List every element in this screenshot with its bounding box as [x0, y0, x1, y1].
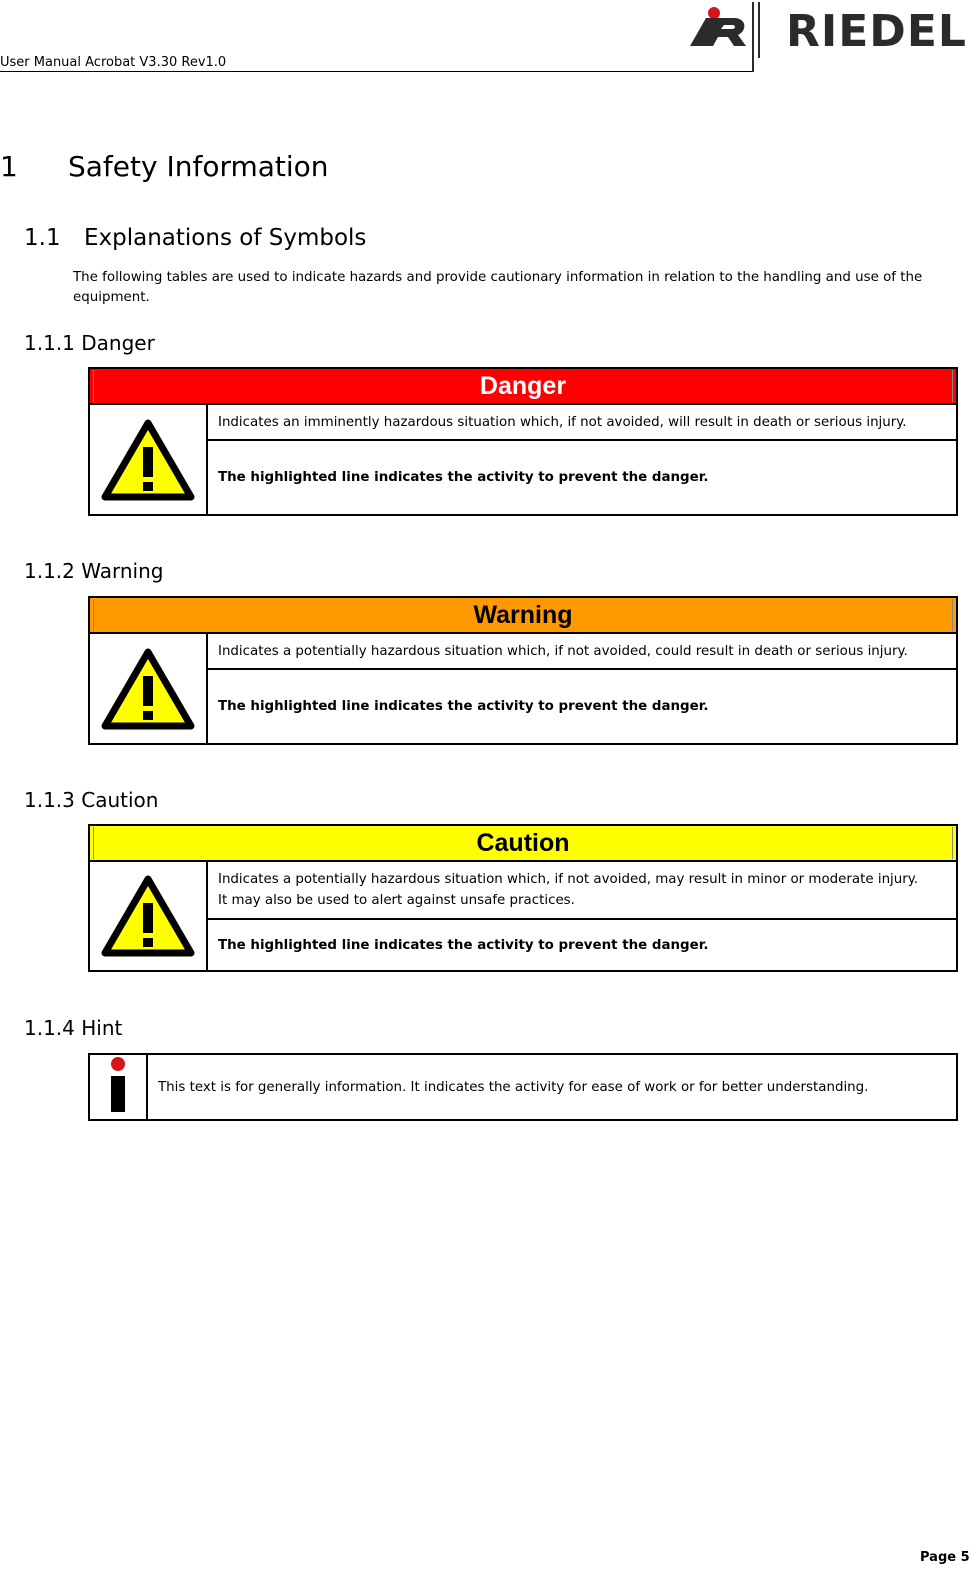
caution-description — [207, 861, 957, 919]
warning-table — [88, 596, 958, 745]
danger-table — [88, 367, 958, 516]
caution-header: Caution — [89, 825, 957, 861]
header-rule — [0, 71, 752, 72]
riedel-logo-mark — [686, 0, 776, 74]
warning-heading: 1.1.2 Warning — [24, 559, 164, 583]
chapter-number: 1 — [0, 150, 18, 183]
caution-icon-cell — [89, 861, 207, 971]
warning-triangle-icon — [101, 648, 195, 730]
warning-triangle-icon — [101, 419, 195, 501]
warning-description: Indicates a potentially hazardous situation which, if not avoided, could result in death or serious injury. — [207, 633, 957, 669]
section-heading — [24, 225, 366, 251]
riedel-logo — [686, 0, 967, 74]
logo-wordmark: RIEDEL — [786, 6, 967, 57]
caution-table — [88, 824, 958, 972]
warning-triangle-icon — [101, 875, 195, 957]
warning-highlight: The highlighted line indicates the activity to prevent the danger. — [207, 669, 957, 744]
section-intro: The following tables are used to indicate hazards and provide cautionary information in relation to the handling and use of the equipment. — [73, 270, 923, 305]
danger-highlight: The highlighted line indicates the activity to prevent the danger. — [207, 440, 957, 515]
document-title: User Manual Acrobat V3.30 Rev1.0 — [0, 55, 227, 70]
info-icon — [103, 1056, 133, 1114]
caution-description-line1: Indicates a potentially hazardous situation which, if not avoided, may result in minor or moderate injury. — [218, 872, 919, 887]
warning-header: Warning — [89, 597, 957, 633]
warning-icon-cell — [89, 633, 207, 744]
hint-icon-cell — [89, 1054, 147, 1120]
danger-heading: 1.1.1 Danger — [24, 331, 155, 355]
danger-header: Danger — [89, 368, 957, 404]
hint-table — [88, 1053, 958, 1121]
caution-description-line2: It may also be used to alert against unsafe practices. — [218, 893, 575, 908]
caution-highlight: The highlighted line indicates the activity to prevent the danger. — [207, 919, 957, 971]
section-number: 1.1 — [24, 225, 61, 251]
hint-heading: 1.1.4 Hint — [24, 1016, 123, 1040]
caution-heading: 1.1.3 Caution — [24, 788, 159, 812]
hint-text: This text is for generally information. It indicates the activity for ease of work or for better understanding. — [147, 1054, 957, 1120]
chapter-title: Safety Information — [68, 150, 329, 183]
section-title: Explanations of Symbols — [84, 225, 367, 251]
chapter-heading — [0, 150, 329, 183]
page-number: Page 5 — [920, 1550, 970, 1565]
danger-icon-cell — [89, 404, 207, 515]
danger-description: Indicates an imminently hazardous situation which, if not avoided, will result in death or serious injury. — [207, 404, 957, 440]
